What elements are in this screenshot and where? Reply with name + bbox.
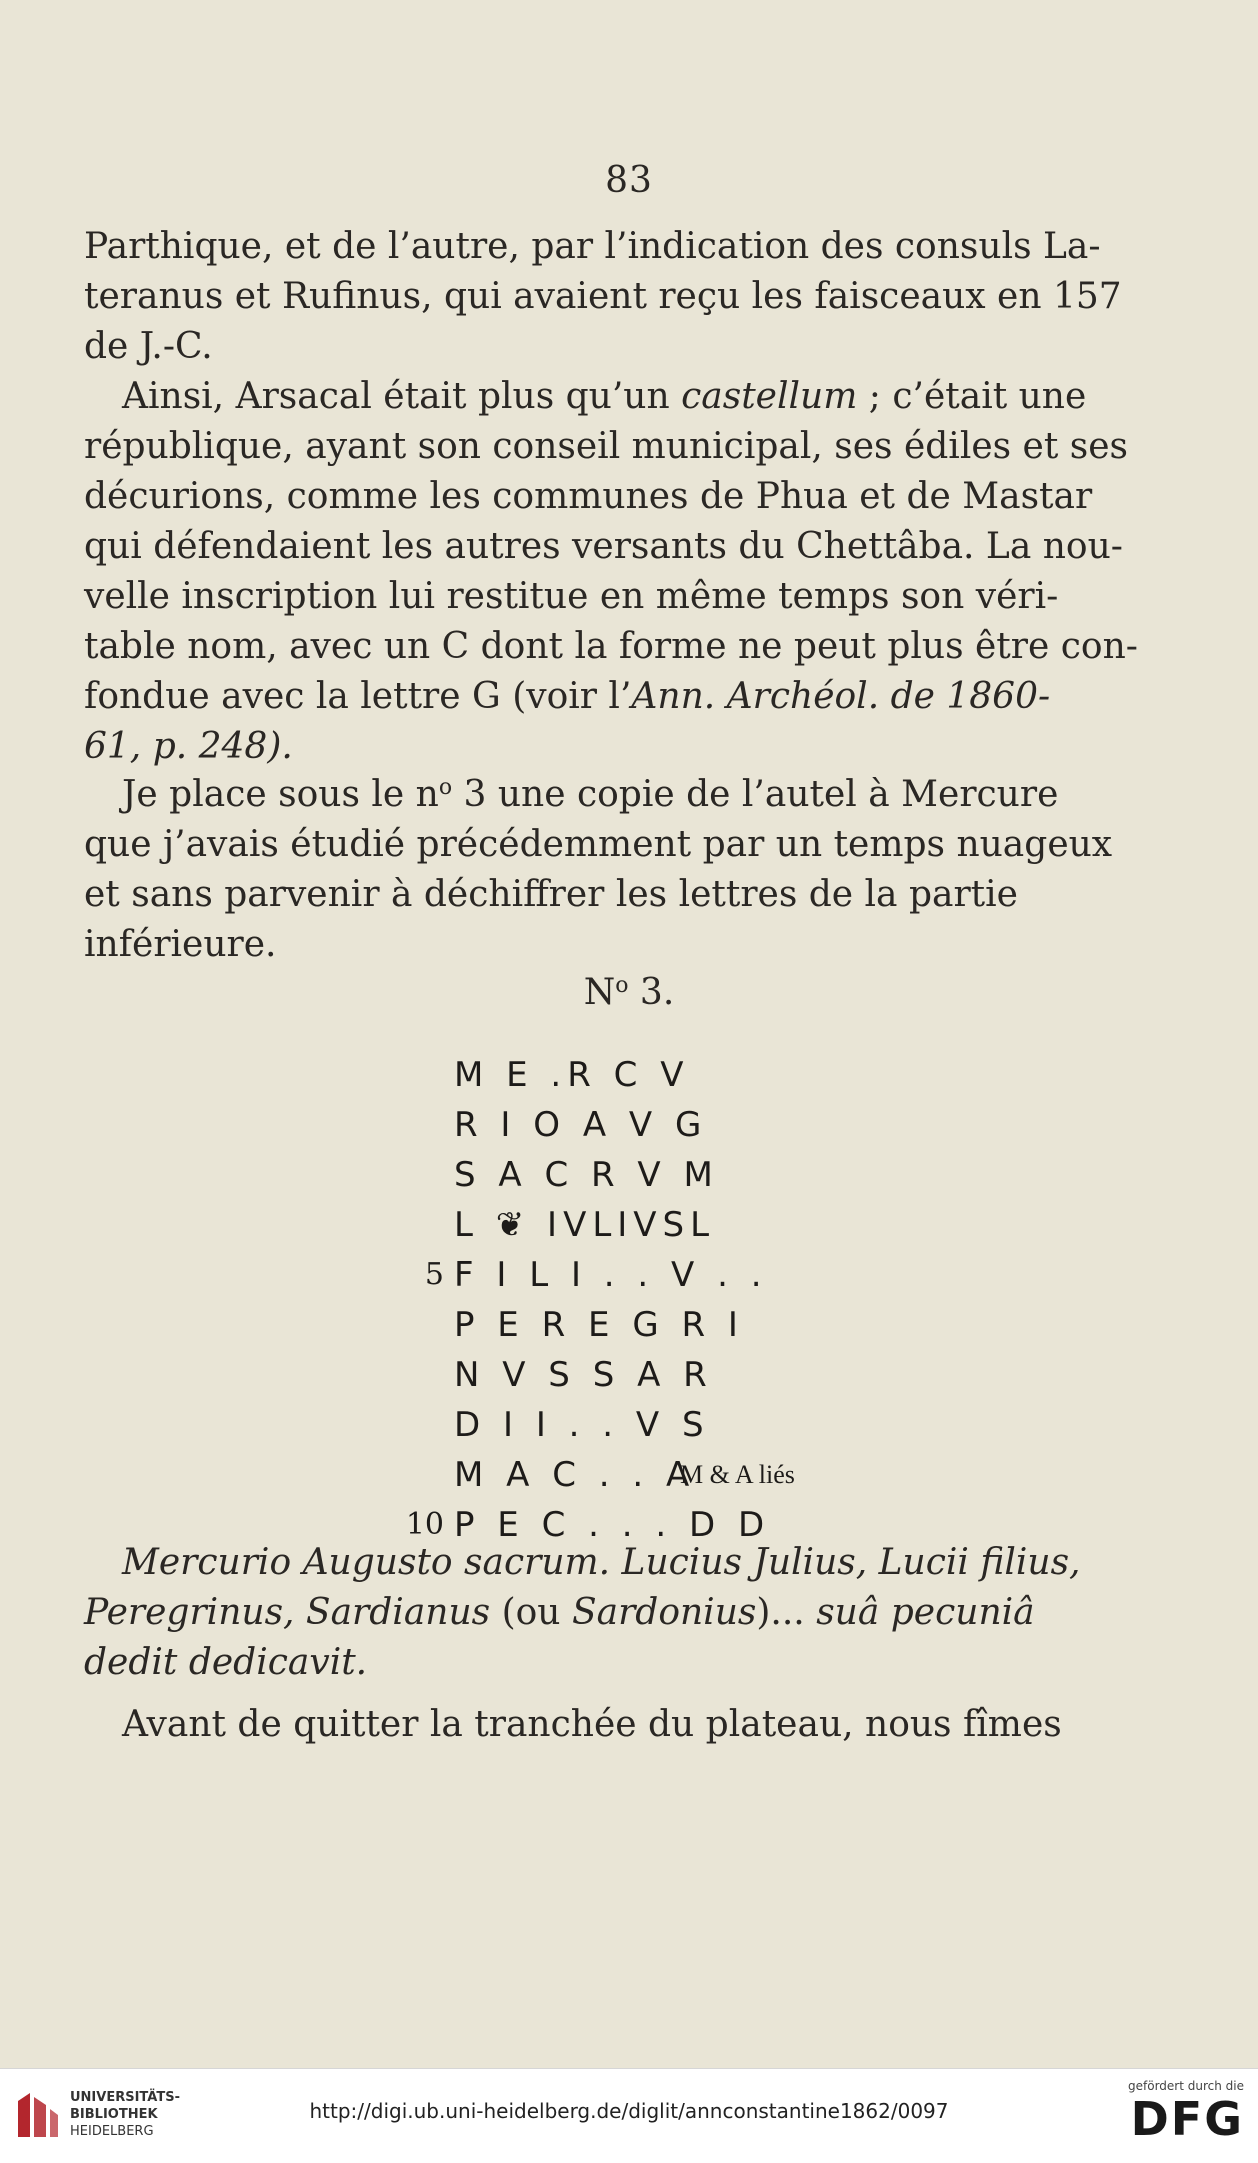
line-number: 10 bbox=[405, 1507, 444, 1542]
text-line: décurions, comme les communes de Phua et de Mastar bbox=[84, 476, 1093, 517]
inscription bbox=[380, 1050, 795, 1550]
page-number: 83 bbox=[605, 160, 653, 201]
inscription-line: M A C . . A M & A liés bbox=[380, 1450, 780, 1500]
inscription-line: L ❦ IVLIVSL bbox=[454, 1205, 716, 1245]
text-line: dedit dedicavit. bbox=[84, 1642, 368, 1683]
text-line: Parthique, et de l’autre, par l’indication des consuls La- bbox=[84, 226, 1101, 267]
text-line: table nom, avec un C dont la forme ne peut plus être con- bbox=[84, 626, 1138, 667]
translation bbox=[84, 1538, 1081, 1688]
text-line: fondue avec la lettre G (voir l’Ann. Archéol. de 1860- bbox=[84, 676, 1051, 717]
sponsor[interactable] bbox=[1128, 2079, 1244, 2146]
line-number: 5 bbox=[424, 1257, 444, 1292]
text-line: teranus et Rufinus, qui avaient reçu les faisceaux en 157 bbox=[84, 276, 1122, 317]
footer-bar bbox=[0, 2068, 1258, 2163]
text-line: 61, p. 248). bbox=[84, 726, 293, 767]
text-line: que j’avais étudié précédemment par un temps nuageux bbox=[84, 824, 1113, 865]
sponsor-label: gefördert durch die bbox=[1128, 2079, 1244, 2093]
text-line: qui défendaient les autres versants du Chettâba. La nou- bbox=[84, 526, 1123, 567]
inscription-title: $N^o$ 3. bbox=[583, 972, 675, 1013]
text-line: Ainsi, Arsacal était plus qu’un castellum ; c’était une bbox=[122, 376, 1087, 417]
text-line: république, ayant son conseil municipal, ses édiles et ses bbox=[84, 426, 1129, 467]
ligature-note: M & A liés bbox=[680, 1460, 795, 1489]
inscription-line: M E .R C V bbox=[454, 1055, 690, 1095]
text-line: et sans parvenir à déchiffrer les lettres de la partie bbox=[84, 874, 1018, 915]
inscription-line: N V S S A R bbox=[454, 1355, 713, 1395]
text-line: inférieure. bbox=[84, 924, 277, 965]
paragraph-3 bbox=[84, 770, 1113, 970]
document-url[interactable]: http://digi.ub.uni-heidelberg.de/diglit/annconstantine1862/0097 bbox=[309, 2099, 949, 2123]
text-line: Je place sous le $n^o$ 3 une copie de l’autel à Mercure bbox=[122, 774, 1059, 815]
paragraph-4 bbox=[84, 1700, 1062, 1750]
inscription-line: 10 P E C . . . D D bbox=[380, 1500, 780, 1550]
paragraph-2 bbox=[84, 372, 1138, 772]
inscription-line: S A C R V M bbox=[454, 1155, 719, 1195]
dfg-logo: DFG bbox=[1130, 2092, 1244, 2146]
text-line: de J.-C. bbox=[84, 326, 213, 367]
text-line: Peregrinus, Sardianus (ou Sardonius)... suâ pecuniâ bbox=[84, 1592, 1035, 1633]
inscription-line: 5 F I L I . . V . . bbox=[380, 1250, 780, 1300]
text-line: Avant de quitter la tranchée du plateau, nous fîmes bbox=[122, 1704, 1062, 1745]
paragraph-1 bbox=[84, 222, 1122, 372]
text-line: velle inscription lui restitue en même temps son véri- bbox=[84, 576, 1059, 617]
text-line: Mercurio Augusto sacrum. Lucius Julius, Lucii filius, bbox=[122, 1542, 1081, 1583]
inscription-line: D I I . . V S bbox=[454, 1405, 710, 1445]
inscription-line: P E R E G R I bbox=[454, 1305, 744, 1345]
inscription-line: R I O A V G bbox=[454, 1105, 708, 1145]
library-name[interactable]: UNIVERSITÄTS- BIBLIOTHEK HEIDELBERG bbox=[70, 2090, 180, 2139]
